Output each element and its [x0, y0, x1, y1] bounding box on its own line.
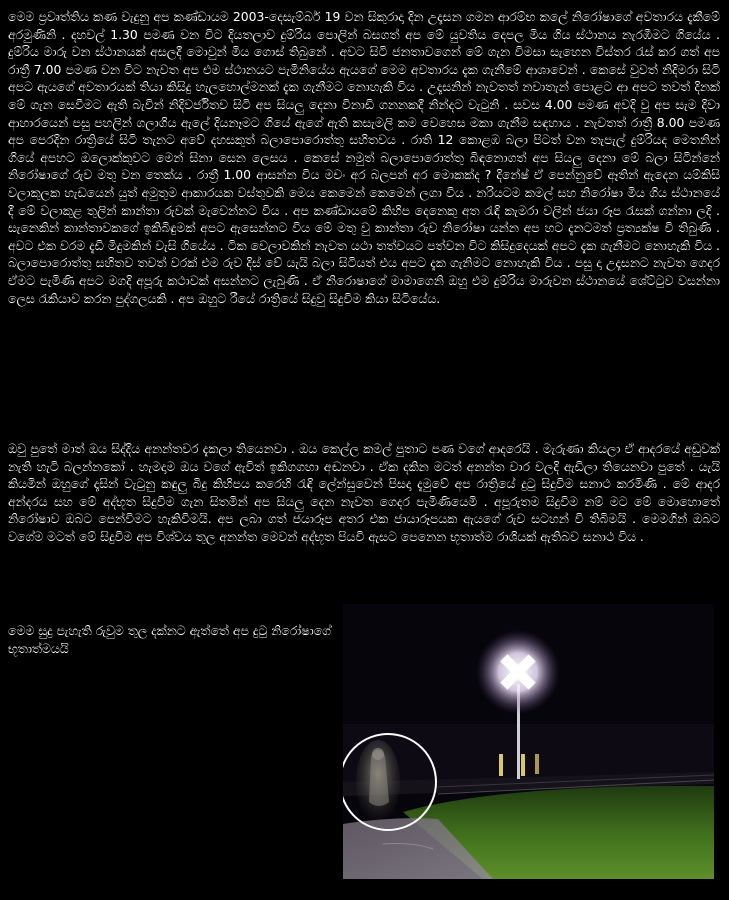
- photo-caption: මෙම සුදු පැහැති රුවුම තුල දක්නට ඇත්තේ අප දුටු නිරෝෂාගේ භූතාත්මයයි: [8, 623, 332, 656]
- ghost-photo: [343, 604, 714, 879]
- article-paragraph-1: මෙම ප්‍රවෘත්තිය කණ වැදුනු අප කණ්ඩායම 2003-දෙසැම්බර් 19 වන සිකුරාදා දින උදෑසන ගමන ආරම්භ කලේ නිරෝෂාගේ අවතාරය දැකීමේ අරමුණිනි . දහවල් 1.30 පමණ වන විට දියතලාව දුම්රිය පොලින් බසගත් අප මේ යුවතිය දෙපල මිය ගිය ස්ථානය නැරඹීමට ගියේය . දුම්රිය මාරු වන ස්ථානයක් අසලදී මොවුන් මිය ගොස් තිබුනේ . අවට සිටි ජනතාවගෙන් මේ ගැන විමසා සැහෙන විස්තර රැස් කර ගත් අප රාත්‍රී 7.00 පමණ වන විට නැවත අප එම ස්ථානයට පැමිනියේය ඇයගේ මෙම අවතාරය දැක ගැනීමේ ආශාවෙන් . කෙසේ වුවත් නිදිමරා සිටි අපට ඇයගේ අවතාරයක් තියා කිසිදු හැලහොල්මනක් දැක ගැනීමට නොහැකි විය . උදෑසනින් නැවතත් නවාතැන් පොළට ආ අපට තවත් දිනක් මේ ගැන සෙවීමට ඇති බැවින් නිදිවර්ජිතව සිටි අප සියලු දෙනා විනාඩි ගනනකදී නින්දට වැටුනි . සවස 4.00 පමණ අවදි වු අප සැම දිවා ආහාරයෙන් පසු පහලින් ගලාගිය ඇලේ දියනෑමට ගියේ ඇගේ ඇති කසැමලි කම වෙහෙස මකා ගැනීම සඳහාය . නැවතත් රාත්‍රී 8.00 පමණ අප පෙරදින රාත්‍රියේ සිටි තැනට අවේ දහසකුත් බලාපොරොත්තු සහිතවය . රාති 12 කොළඹ බලා පිටත් වන තැපැල් දුම්රියද මෙතනින් ගියේ අපහට ඔලොක්කුවට මෙන් සිනා සෙන ලෙසය . කෙසේ නමුත් බලාපොරොත්තු බිඳනොගත් අප සියලු දෙනා මේ බලා සිටින්නේ නිරෝෂාගේ රුව මතු වන තෙක්ය . රාත්‍රී 1.00 ආසන්න විය මචං අර බලපන් අර මොකක්ද ? දිනේෂ් ඒ පෙන්නුවේ ඈතින් ඇදෙන යම්කිසි වලාකුලක හැඩයෙන් යුත් අමුතුම ආකාරයක වස්තුවකි මෙය කෙමෙන් කෙමෙන් ලගා විය . නරියටම කමල් සහ නිරෝෂා මිය ගිය ස්ථානයේ දී මේ වලාකුළ තුලින් කාන්තා රුවක් මැවෙන්නට විය . අප කණ්ඩායමේ කිහිප දෙනෙකු අත රැඳි කැමරා වලින් ජයා රූප රැසක් ගන්නා ලදි . සැනෙකින් කාන්තාවකගේ ඉකිබිඳුමක් අපට ඇසෙන්නට විය මේ මතු වු කාන්තා රුව නිරෝෂා යන්න අප හට දැනටමත් ප්‍රත්‍යක්ෂ වි තිබුණි . අවට එක වරම දැඩි මිදුමකින් වැසි ගියේය . ටික වෙලාවකින් නැවත යථා තත්වයට පත්වන විට කිසිදුදෙයක් අපට දැක ගැනීමට නොහැකි විය . බලාපොරොත්තු සහිතව තවත් වරක් එම රුව දිස් වේ යැයි බලා සිටියත් එය අපට දැක ගැනිමට නොහැකි විය . පසු දා උදෑසනට නැවත ගෙදර ඒමට පැමිණි අපට මගදි අපූරු කථාවක් අසන්නට ලැබුණි . ඒ නිරොෂාගේ මාමාගෙනි ඔහු එම දුම්රිය මාරුවන ස්ථානයේ ශේට්ටුව වසන්නා ලෙස රැකියාව කරන පුද්ගලයකි . අප ඔහුට රීයේ රාත්‍රියේ සිදුවු සිදුවිම කියා සිටියේය.: [8, 9, 720, 306]
- ghost-photo-icon: [343, 604, 714, 879]
- article-paragraph-2: ඔවු පුතේ මාත් ඔය සිද්දිය අනන්තවර දැකලා තියෙනවා . ඔය කෙල්ල කමල් පුතාට පණ වගේ ආදරෙයි . මැරුණා කියලා ඒ ආදරයේ අඩුවක් නැති හැටි බලන්නකෝ . හැමදාම ඔය වගේ ඇවිත් ඉකිගගහා අඬනවා . ඒක දකින මටත් අනන්ත වාර වලදි ඇඩිලා තියෙනවා පුතේ . යැයි කියමින් ඔහුගේ දෑසින් වැටුනු කඳුලු බිදු කිහිපය කරෙහි රැඳි ලේන්සුවෙන් පිසදා දැමුවේ අප රාත්‍රියේ දුටු සිදුවිම සනාථ කරමිණි . මේ ආදර අන්දරය සහ මේ අද්භූත සිදුවිම ගැන සිතමින් අප සියලු දෙන නැවත ගෙදර පැමිණියෙමි . අපූරුතම සිදුවිම නම් මට මේ මොහොතේ නිරෝෂාව ඔබට පෙන්විමට හැකිවිමයි. අප ලබා ගත් ජයාරූප අතර එක ජායාරූපයක ඇයගේ රුව සටහන් වි තිබිමයි . මෙමගින් ඔබට වගේම මටත් මේ සිදුවිම අප විශ්වය තුල අනන්ත මෙවන් අද්භූත පියවි ඇසට පෙනෙන භූතාත්ම රාශියක් ඇතිබව සනාථ විය .: [8, 441, 720, 544]
